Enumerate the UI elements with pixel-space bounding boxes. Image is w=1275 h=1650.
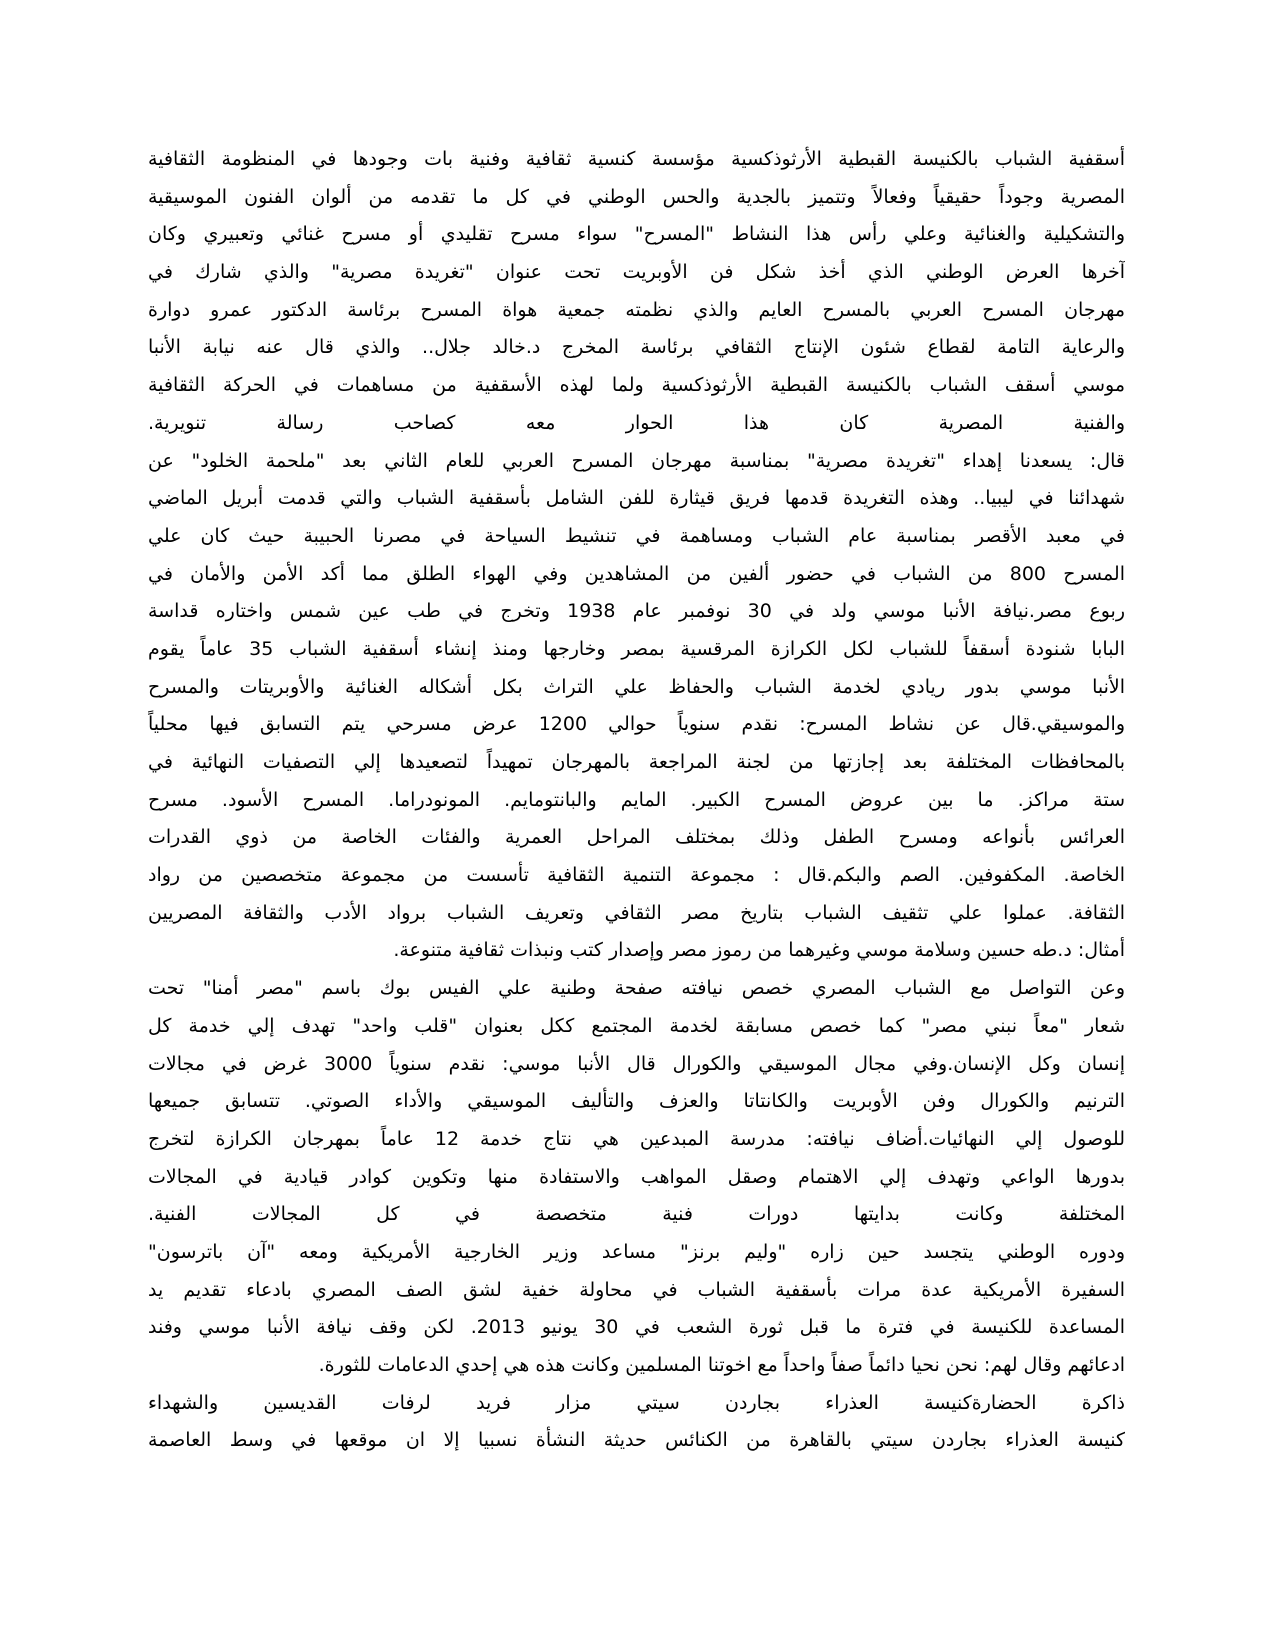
text-line: ربوع مصر.نيافة الأنبا موسي ولد في 30 نوفمبر عام 1938 وتخرج في طب عين شمس واختاره قداسة <box>148 600 1125 623</box>
text-line: والموسيقي.قال عن نشاط المسرح: نقدم سنوياً حوالي 1200 عرض مسرحي يتم التسابق فيها محلياً <box>148 713 1125 736</box>
text-line: المصرية وجوداً حقيقياً وفعالاً وتتميز بالجدية والحس الوطني في كل ما تقدمه من ألوان الفنون الموسيقية <box>148 185 1125 208</box>
text-line: الخاصة. المكفوفين. الصم والبكم.قال : مجموعة التنمية الثقافية تأسست من مجموعة متخصصين من رواد <box>148 864 1125 887</box>
text-line: مهرجان المسرح العربي بالمسرح العايم والذي نظمته جمعية هواة المسرح برئاسة الدكتور عمرو دوارة <box>148 298 1125 321</box>
text-line: المختلفة وكانت بدايتها دورات فنية متخصصة في كل المجالات الفنية. <box>148 1203 1125 1226</box>
text-line: قال: يسعدنا إهداء "تغريدة مصرية" بمناسبة مهرجان المسرح العربي للعام الثاني بعد "ملحمة الخلود" عن <box>148 449 1125 472</box>
text-line: موسي أسقف الشباب بالكنيسة القبطية الأرثوذكسية ولما لهذه الأسقفية من مساهمات في الحركة الثقافية <box>148 374 1125 397</box>
text-line: المسرح 800 من الشباب في حضور ألفين من المشاهدين وفي الهواء الطلق مما أكد الأمن والأمان في <box>148 562 1125 585</box>
text-line: آخرها العرض الوطني الذي أخذ شكل فن الأوبريت تحت عنوان "تغريدة مصرية" والذي شارك في <box>148 261 1125 284</box>
text-line: ادعائهم وقال لهم: نحن نحيا دائماً صفاً واحداً مع اخوتنا المسلمين وكانت هذه هي إحدي الدعامات للثورة. <box>318 1354 1125 1376</box>
text-line: البابا شنودة أسقفاً للشباب لكل الكرازة المرقسية بمصر وخارجها ومنذ إنشاء أسقفية الشباب 35 عاماً يقوم <box>148 637 1125 660</box>
text-line: ستة مراكز. ما بين عروض المسرح الكبير. المايم والبانتومايم. المونودراما. المسرح الأسود. مسرح <box>148 788 1125 811</box>
text-line: والتشكيلية والغنائية وعلي رأس هذا النشاط "المسرح" سواء مسرح تقليدي أو مسرح غنائي وتعبيري وكان <box>148 223 1125 246</box>
text-line: إنسان وكل الإنسان.وفي مجال الموسيقي والكورال قال الأنبا موسي: نقدم سنوياً 3000 غرض في مجالات <box>148 1052 1125 1075</box>
text-line: الثقافة. عملوا علي تثقيف الشباب بتاريخ مصر الثقافي وتعريف الشباب برواد الأدب والثقافة المصريين <box>148 901 1125 924</box>
text-line: ذاكرة الحضارةكنيسة العذراء بجاردن سيتي مزار فريد لرفات القديسين والشهداء <box>148 1391 1125 1414</box>
text-line: شعار "معاً نبني مصر" كما خصص مسابقة لخدمة المجتمع ككل بعنوان "قلب واحد" تهدف إلي خدمة كل <box>148 1014 1125 1037</box>
text-line: أسقفية الشباب بالكنيسة القبطية الأرثوذكسية مؤسسة كنسية ثقافية وفنية بات وجودها في المنظومة الثقافية <box>148 148 1125 170</box>
text-line: وعن التواصل مع الشباب المصري خصص نيافته صفحة وطنية علي الفيس بوك باسم "مصر أمنا" تحت <box>148 977 1125 1000</box>
text-line: المساعدة للكنيسة في فترة ما قبل ثورة الشعب في 30 يونيو 2013. لكن وقف نيافة الأنبا موسي وفند <box>148 1316 1125 1339</box>
text-line: السفيرة الأمريكية عدة مرات بأسقفية الشباب في محاولة خفية لشق الصف المصري بادعاء تقديم يد <box>148 1278 1125 1301</box>
text-line: للوصول إلي النهائيات.أضاف نيافته: مدرسة المبدعين هي نتاج خدمة 12 عاماً بمهرجان الكرازة لتخرج <box>148 1127 1125 1150</box>
text-line: أمثال: د.طه حسين وسلامة موسي وغيرهما من رموز مصر وإصدار كتب ونبذات ثقافية متنوعة. <box>393 939 1125 962</box>
text-line: والرعاية التامة لقطاع شئون الإنتاج الثقافي برئاسة المخرج د.خالد جلال.. والذي قال عنه نيابة الأنبا <box>148 336 1125 359</box>
text-line: الأنبا موسي بدور ريادي لخدمة الشباب والحفاظ علي التراث بكل أشكاله الغنائية والأوبريتات والمسرح <box>148 675 1125 698</box>
text-line: في معبد الأقصر بمناسبة عام الشباب ومساهمة في تنشيط السياحة في مصرنا الحبيبة حيث كان علي <box>148 524 1125 547</box>
text-line: العرائس بأنواعه ومسرح الطفل وذلك بمختلف المراحل العمرية والفئات الخاصة من ذوي القدرات <box>148 826 1125 849</box>
text-line: الترنيم والكورال وفن الأوبريت والكانتاتا والعزف والتأليف الموسيقي والأداء الصوتي. تتسابق جميعها <box>148 1090 1125 1113</box>
article-body <box>148 141 1125 1460</box>
text-line: بالمحافظات المختلفة بعد إجازتها من لجنة المراجعة بالمهرجان تمهيداً لتصعيدها إلي التصفيات النهائية في <box>148 751 1125 773</box>
text-line: شهدائنا في ليبيا.. وهذه التغريدة قدمها فريق قيثارة للفن الشامل بأسقفية الشباب والتي قدمت أبريل الماضي <box>148 487 1125 510</box>
text-line: كنيسة العذراء بجاردن سيتي بالقاهرة من الكنائس حديثة النشأة نسبيا إلا ان موقعها في وسط العاصمة <box>148 1429 1125 1452</box>
text-line: والفنية المصرية كان هذا الحوار معه كصاحب رسالة تنويرية. <box>148 411 1125 434</box>
text-line: بدورها الواعي وتهدف إلي الاهتمام وصقل المواهب والاستفادة منها وتكوين كوادر قيادية في المجالات <box>148 1165 1125 1188</box>
text-line: ودوره الوطني يتجسد حين زاره "وليم برنز" مساعد وزير الخارجية الأمريكية ومعه "آن باترسون" <box>148 1240 1125 1263</box>
